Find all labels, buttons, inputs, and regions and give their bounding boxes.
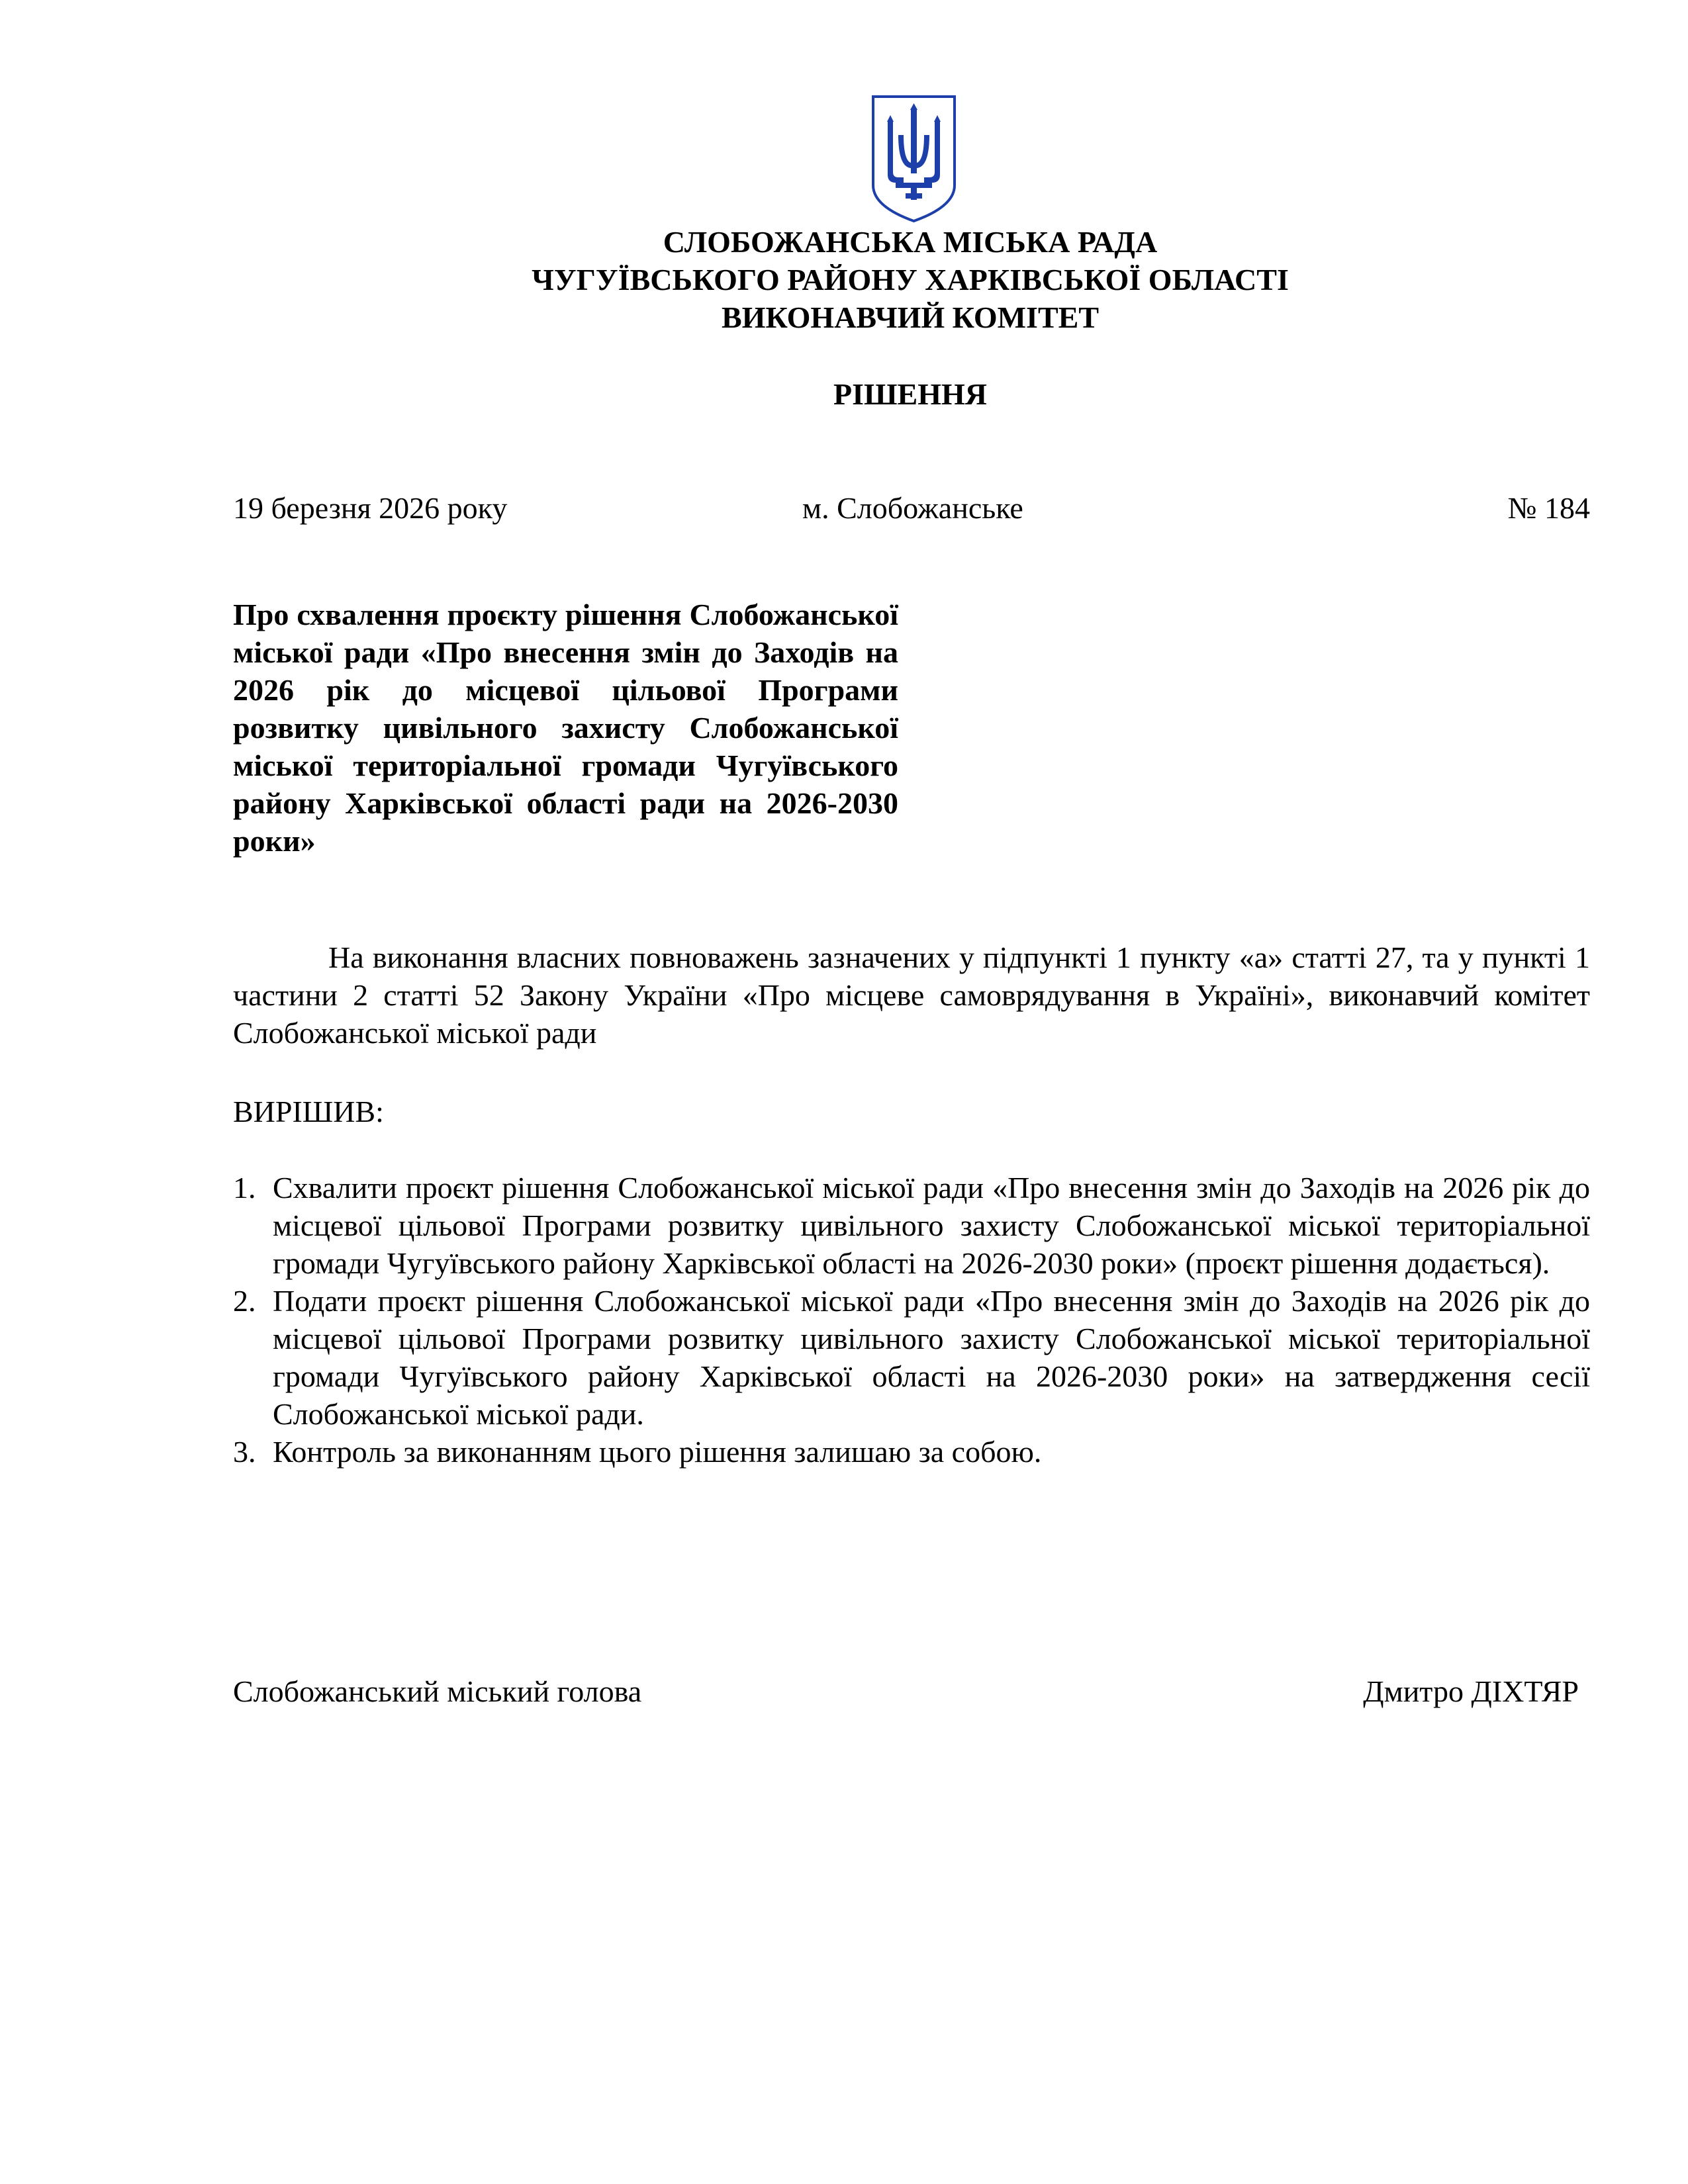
item-number: 1.: [233, 1171, 256, 1205]
council-name: СЛОБОЖАНСЬКА МІСЬКА РАДА: [663, 225, 1158, 259]
decision-date: 19 березня 2026 року: [233, 491, 508, 525]
signatory-name: Дмитро ДІХТЯР: [1363, 1674, 1579, 1708]
decision-number: № 184: [1507, 491, 1590, 525]
preamble-paragraph: На виконання власних повноважень зазначених у підпункті 1 пункту «а» статті 27, та у пункті 1 частини 2 статті 52 Закону України «Про місцеве самоврядування в Україні», виконавчий комітет Слобожанської міської ради: [233, 940, 1590, 1050]
resolution-items: [233, 1169, 1590, 1471]
resolution-item: [233, 1169, 1590, 1282]
decision-subject: Про схвалення проєкту рішення Слобожанської міської ради «Про внесення змін до Заходів на 2026 рік до місцевої цільової Програми розвитку цивільного захисту Слобожанської міської територіальної громади Чугуївського району Харківської області ради на 2026-2030 роки»: [233, 598, 898, 858]
resolution-item: [233, 1433, 1590, 1471]
signatory-title: Слобожанський міський голова: [233, 1674, 642, 1708]
resolved-label: ВИРІШИВ:: [233, 1095, 384, 1128]
committee-name: ВИКОНАВЧИЙ КОМІТЕТ: [721, 300, 1099, 334]
item-text: Подати проєкт рішення Слобожанської міської ради «Про внесення змін до Заходів на 2026 рік до місцевої цільової Програми розвитку цивільного захисту Слобожанської міської територіальної громади Чугуївського району Харківської області на 2026-2030 роки» на затвердження сесії Слобожанської міської ради.: [273, 1284, 1590, 1431]
document-type-title: РІШЕННЯ: [833, 377, 987, 411]
decision-city: м. Слобожанське: [802, 491, 1023, 525]
district-name: ЧУГУЇВСЬКОГО РАЙОНУ ХАРКІВСЬКОЇ ОБЛАСТІ: [532, 263, 1289, 296]
item-number: 3.: [233, 1435, 256, 1469]
resolution-item: [233, 1282, 1590, 1433]
item-number: 2.: [233, 1284, 256, 1318]
item-text: Схвалити проєкт рішення Слобожанської міської ради «Про внесення змін до Заходів на 2026 рік до місцевої цільової Програми розвитку цивільного захисту Слобожанської міської територіальної громади Чугуївського району Харківської області на 2026-2030 роки» (проєкт рішення додається).: [273, 1171, 1590, 1280]
item-text: Контроль за виконанням цього рішення залишаю за собою.: [273, 1435, 1042, 1469]
coat-of-arms-icon: [869, 94, 959, 224]
